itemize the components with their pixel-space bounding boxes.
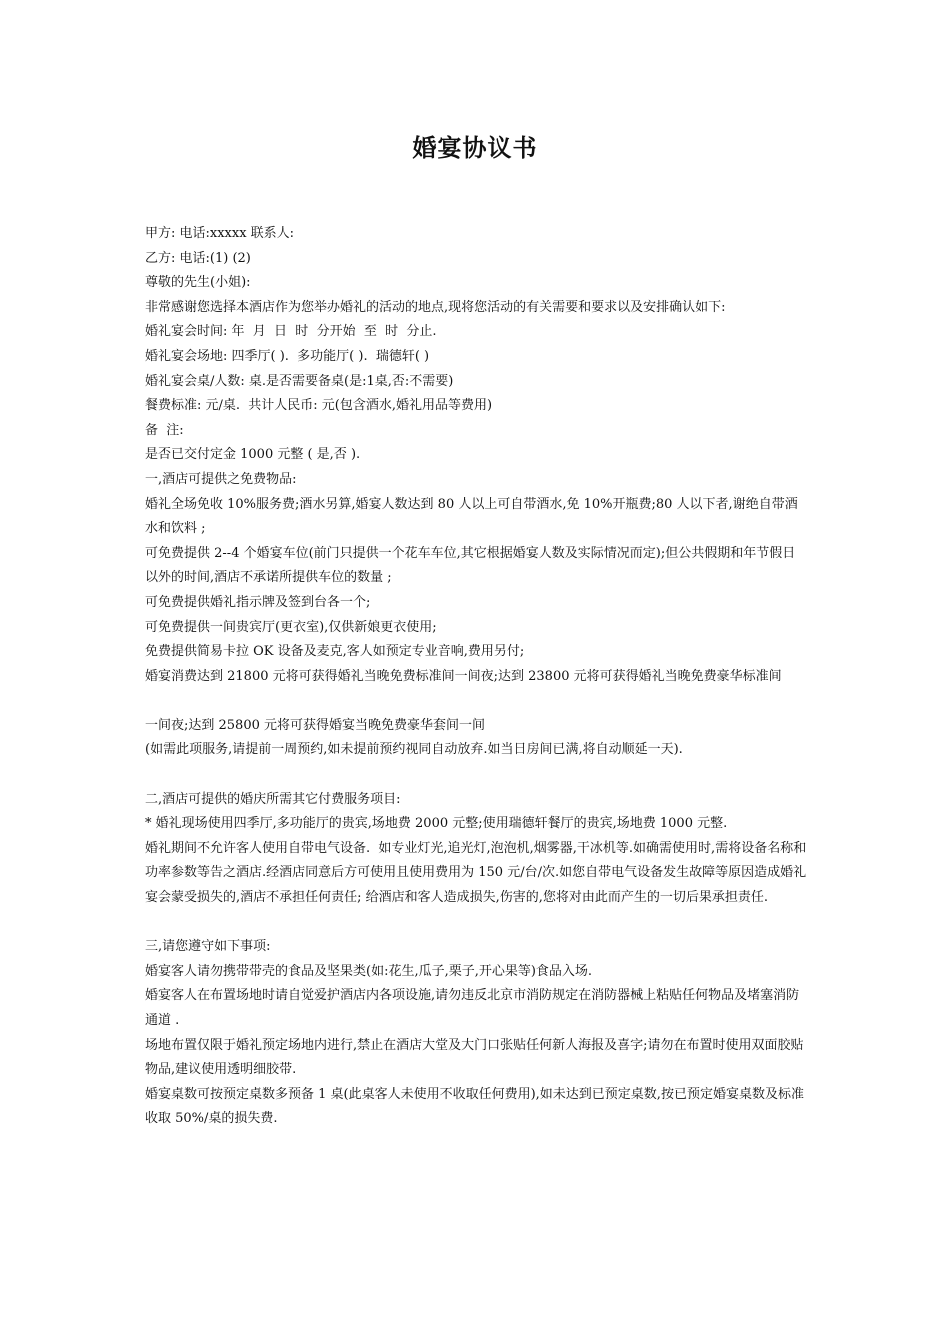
remarks-label: 备 注: [145, 422, 184, 438]
paragraph-gap [145, 911, 807, 936]
free-item-signage: 可免费提供婚礼指示牌及签到台各一个; [145, 594, 371, 610]
venue-fee-item: * 婚礼现场使用四季厅,多功能厅的贵宾,场地费 2000 元整;使用瑞德轩餐厅的贵宾,场地费 1000 元整. [145, 816, 728, 832]
section-3-heading: 三,请您遵守如下事项: [145, 939, 271, 955]
deposit-line: 是否已交付定金 1000 元整 ( 是,否 ). [145, 447, 361, 463]
intro-paragraph: 非常感谢您选择本酒店作为您举办婚礼的活动的地点,现将您活动的有关需要和要求以及安排确认如下: [145, 299, 726, 315]
salutation: 尊敬的先生(小姐): [145, 275, 251, 291]
free-item-room-reward: 婚宴消费达到 21800 元将可获得婚礼当晚免费标准间一间夜;达到 23800 元将可获得婚礼当晚免费豪华标准间 [145, 668, 782, 684]
banquet-tables: 婚礼宴会桌/人数: 桌.是否需要备桌(是:1桌,否:不需要) [145, 373, 454, 389]
rule-decoration: 场地布置仅限于婚礼预定场地内进行,禁止在酒店大堂及大门口张贴任何新人海报及喜字;请勿在布置时使用双面胶贴物品,建议使用透明细胶带. [145, 1037, 804, 1078]
free-item-vip-room: 可免费提供一间贵宾厅(更衣室),仅供新娘更衣使用; [145, 619, 437, 635]
section-2-heading: 二,酒店可提供的婚庆所需其它付费服务项目: [145, 791, 401, 807]
free-item-parking: 可免费提供 2--4 个婚宴车位(前门只提供一个花车车位,其它根据婚宴人数及实际情况而定);但公共假期和年节假日以外的时间,酒店不承诺所提供车位的数量 ; [145, 545, 796, 586]
room-reward-continued: 一间夜;达到 25800 元将可获得婚宴当晚免费豪华套间一间 [145, 717, 485, 733]
electrical-equipment-item: 婚礼期间不允许客人使用自带电气设备. 如专业灯光,追光灯,泡泡机,烟雾器,干冰机等.如确需使用时,需将设备名称和功率参数等告之酒店.经酒店同意后方可使用且使用费用为 150 元/台/次.如您自带电气设备发生故障等原因造成婚礼宴会蒙受损失的,酒店不承担任何责任; 给酒店和客人造成损失,伤害的,您将对由此而产生的一切后果承担责任. [145, 840, 807, 906]
party-b-line: 乙方: 电话:(1) (2) [145, 250, 251, 266]
section-1-heading: 一,酒店可提供之免费物品: [145, 471, 297, 487]
free-item-karaoke: 免费提供简易卡拉 OK 设备及麦克,客人如预定专业音响,费用另付; [145, 644, 525, 660]
rule-food: 婚宴客人请勿携带带壳的食品及坚果类(如:花生,瓜子,栗子,开心果等)食品入场. [145, 963, 593, 979]
document-title: 婚宴协议书 [412, 134, 538, 162]
document-body [145, 222, 807, 1132]
paragraph-gap [145, 689, 807, 714]
banquet-venue: 婚礼宴会场地: 四季厅( ). 多功能厅( ). 瑞德轩( ) [145, 348, 430, 364]
banquet-time: 婚礼宴会时间: 年 月 日 时 分开始 至 时 分止. [145, 324, 437, 340]
meal-standard: 餐费标准: 元/桌. 共计人民币: 元(包含酒水,婚礼用品等费用) [145, 398, 493, 414]
free-item-service-fee: 婚礼全场免收 10%服务费;酒水另算,婚宴人数达到 80 人以上可自带酒水,免 10%开瓶费;80 人以下者,谢绝自带酒水和饮料 ; [145, 496, 798, 537]
room-reward-note: (如需此项服务,请提前一周预约,如未提前预约视同自动放弃.如当日房间已满,将自动顺延一天). [145, 742, 683, 758]
rule-tables: 婚宴桌数可按预定桌数多预备 1 桌(此桌客人未使用不收取任何费用),如未达到已预定桌数,按已预定婚宴桌数及标准收取 50%/桌的损失费. [145, 1086, 804, 1127]
party-a-line: 甲方: 电话:xxxxx 联系人: [145, 226, 295, 241]
paragraph-gap [145, 763, 807, 788]
rule-facilities: 婚宴客人在布置场地时请自觉爱护酒店内各项设施,请勿违反北京市消防规定在消防器械上粘贴任何物品及堵塞消防通道 . [145, 988, 800, 1028]
